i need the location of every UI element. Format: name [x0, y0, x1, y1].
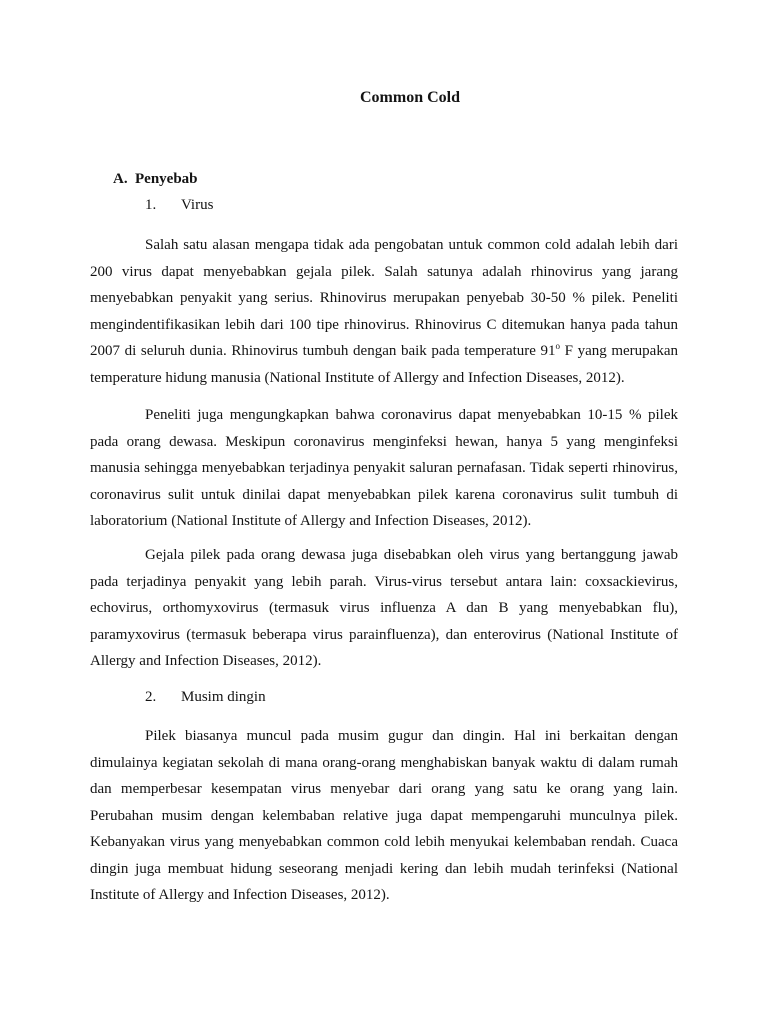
section-heading-penyebab	[113, 171, 198, 188]
degree-superscript: o	[555, 341, 561, 351]
paragraph-coronavirus: Peneliti juga mengungkapkan bahwa coronavirus dapat menyebabkan 10-15 % pilek pada orang dewasa. Meskipun coronavirus menginfeksi hewan, hanya 5 yang menginfeksi manusia sehingga menyebabkan terjadinya penyakit saluran pernafasan. Tidak seperti rhinovirus, coronavirus sulit untuk dinilai dapat menyebabkan pilek karena coronavirus sulit tumbuh di laboratorium (National Institute of Allergy and Infection Diseases, 2012).	[90, 407, 678, 529]
paragraph-text: F yang merupakan temperature hidung manusia (National Institute of Allergy and Infection Diseases, 2012).	[90, 343, 678, 386]
paragraph-musim-dingin: Pilek biasanya muncul pada musim gugur dan dingin. Hal ini berkaitan dengan dimulainya kegiatan sekolah di mana orang-orang menghabiskan banyak waktu di dalam rumah dan memperbesar kesempatan virus menyebar dari orang yang satu ke orang yang lain. Perubahan musim dengan kelembaban relative juga dapat mempengaruhi munculnya pilek. Kebanyakan virus yang menyebabkan common cold lebih menyukai kelembaban rendah. Cuaca dingin juga membuat hidung seseorang menjadi kering dan lebih mudah terinfeksi (National Institute of Allergy and Infection Diseases, 2012).	[90, 728, 678, 903]
subheading-number: 1.	[145, 197, 157, 213]
section-label: Penyebab	[135, 171, 198, 187]
subheading-virus	[145, 197, 213, 214]
subheading-musim-dingin	[145, 689, 266, 706]
paragraph-rhinovirus	[90, 232, 678, 391]
paragraph-text: Salah satu alasan mengapa tidak ada pengobatan untuk common cold adalah lebih dari 200 virus dapat menyebabkan gejala pilek. Salah satunya adalah rhinovirus yang jarang menyebabkan penyakit yang serius. Rhinovirus merupakan penyebab 30-50 % pilek. Peneliti mengindentifikasikan lebih dari 100 tipe rhinovirus. Rhinovirus C ditemukan hanya pada tahun 2007 di seluruh dunia. Rhinovirus tumbuh dengan baik pada temperature 91	[90, 237, 678, 359]
page-title: Common Cold	[359, 89, 460, 106]
subheading-label: Musim dingin	[181, 689, 266, 705]
subheading-label: Virus	[181, 197, 214, 213]
paragraph-other-viruses: Gejala pilek pada orang dewasa juga disebabkan oleh virus yang bertanggung jawab pada terjadinya penyakit yang lebih parah. Virus-virus tersebut antara lain: coxsackievirus, echovirus, orthomyxovirus (termasuk virus influenza A dan B yang menyebabkan flu), paramyxovirus (termasuk beberapa virus parainfluenza), dan enterovirus (National Institute of Allergy and Infection Diseases, 2012).	[90, 547, 678, 669]
subheading-number: 2.	[145, 689, 157, 705]
section-letter: A.	[113, 171, 128, 187]
